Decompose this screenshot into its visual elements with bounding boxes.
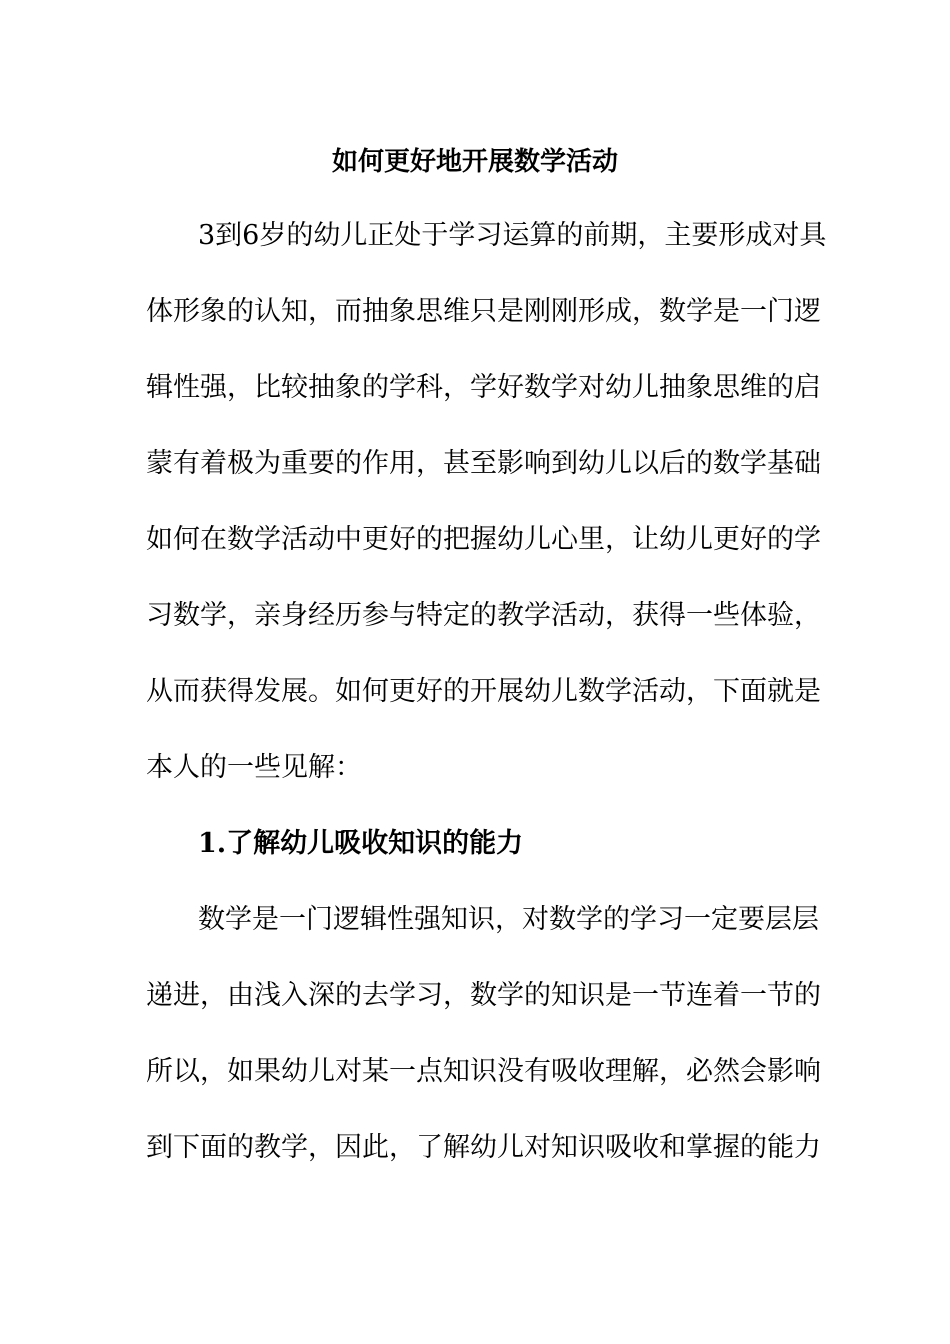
paragraph-line: 本人的一些见解： [146, 752, 362, 783]
paragraph-line: 到下面的教学，因此，了解幼儿对知识吸收和掌握的能力 [146, 1132, 821, 1163]
paragraph-line: 数学是一门逻辑性强知识，对数学的学习一定要层层 [198, 904, 819, 935]
paragraph-line: 如何在数学活动中更好的把握幼儿心里，让幼儿更好的学 [146, 524, 821, 555]
paragraph-line: 3到6岁的幼儿正处于学习运算的前期，主要形成对具 [198, 220, 827, 251]
section-heading: 1.了解幼儿吸收知识的能力 [198, 828, 524, 859]
paragraph-line: 辑性强，比较抽象的学科，学好数学对幼儿抽象思维的启 [146, 372, 821, 403]
paragraph-line: 从而获得发展。如何更好的开展幼儿数学活动，下面就是 [146, 676, 821, 707]
document-title: 如何更好地开展数学活动 [331, 147, 618, 177]
paragraph-line: 递进，由浅入深的去学习，数学的知识是一节连着一节的 [146, 980, 821, 1011]
paragraph-line: 体形象的认知，而抽象思维只是刚刚形成，数学是一门逻 [146, 296, 821, 327]
paragraph-line: 蒙有着极为重要的作用，甚至影响到幼儿以后的数学基础 [146, 448, 821, 479]
paragraph-line: 习数学，亲身经历参与特定的教学活动，获得一些体验， [146, 600, 821, 631]
paragraph-line: 所以，如果幼儿对某一点知识没有吸收理解，必然会影响 [146, 1056, 821, 1087]
